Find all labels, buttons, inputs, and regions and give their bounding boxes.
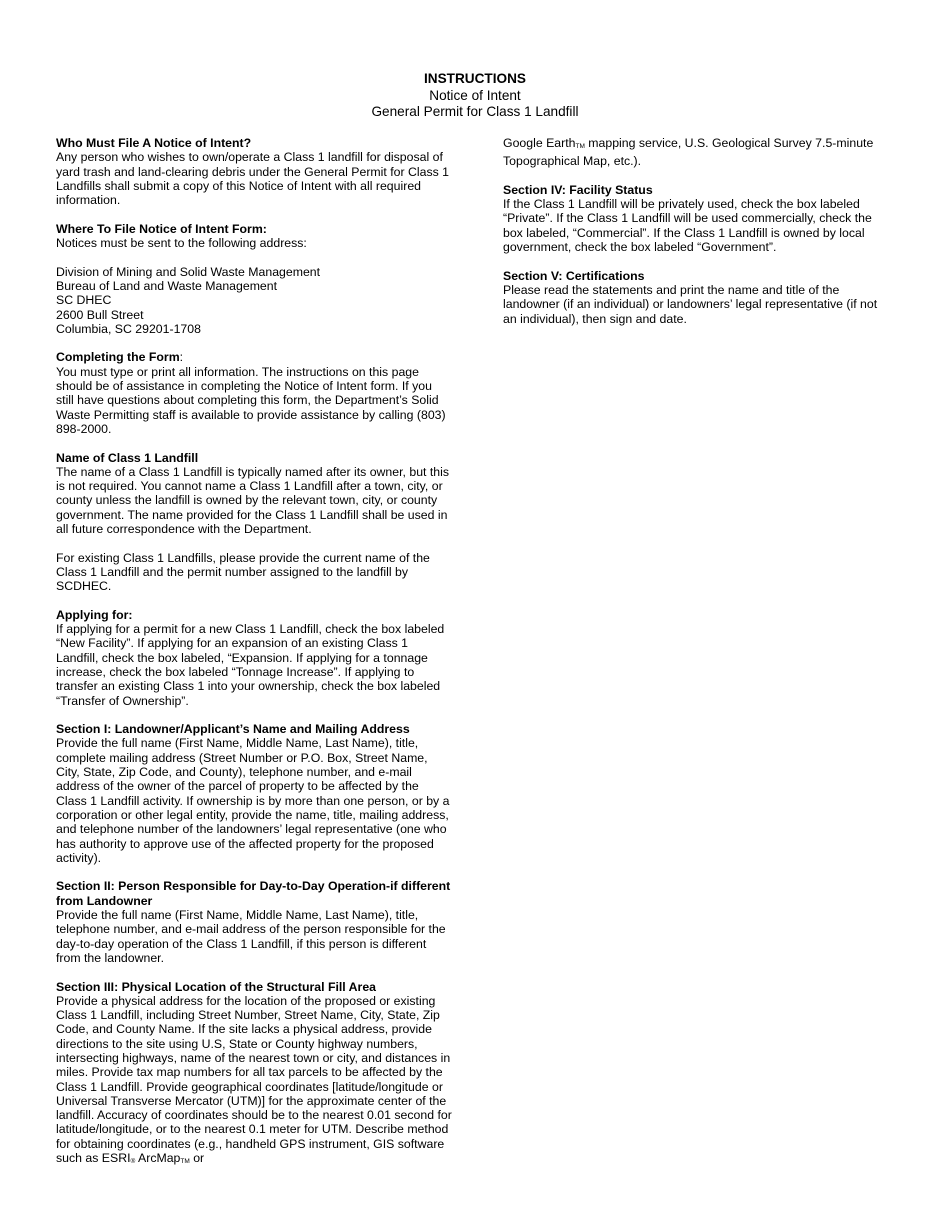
section-3-tail: or (189, 1151, 205, 1166)
continued-body (503, 136, 889, 169)
section-3-continued (503, 136, 889, 169)
section-landfill-name (56, 451, 452, 537)
name-body: The name of a Class 1 Landfill is typically named after its owner, but this is not required. You cannot name a Class 1 Landfill after a town, city, or county unless the landfill is owned by the relevant town, city, or county government. The name provided for the Class 1 Landfill shall be used in all future correspondence with the Department. (56, 464, 450, 537)
section-5-body: Please read the statements and print the name and title of the landowner (if an individual) or landowners’ legal representative (if not an individual), then sign and date. (503, 282, 878, 326)
section-applying-for (56, 608, 452, 708)
section-1-body: Provide the full name (First Name, Middle Name, Last Name), title, complete mailing address (Street Number or P.O. Box, Street Name, City, State, Zip Code, and County), telephone number, and e-mail address of the owner of the parcel of property to be affected by the Class 1 Landfill activity. If ownership is by more than one person, or by a corporation or other legal entity, provide the name, title, mailing address, and telephone number of the landowners’ legal representative (one who has authority to approve use of the affected property for the proposed activity). (56, 736, 450, 865)
applying-body: If applying for a permit for a new Class 1 Landfill, check the box labeled “New Facility”. If applying for an expansion of an existing Class 1 Landfill, check the box labeled, “Expansion. If applying for a tonnage increase, check the box labeled “Tonnage Increase”. If applying to transfer an existing Class 1 into your ownership, check the box labeled “Transfer of Ownership”. (56, 622, 445, 708)
section-existing-landfills (56, 551, 452, 594)
section-who-must-file (56, 136, 452, 207)
section-3-heading: Section III: Physical Location of the Structural Fill Area (56, 979, 377, 994)
who-body: Any person who wishes to own/operate a Class 1 landfill for disposal of yard trash and land-clearing debris under the General Permit for Class 1 Landfills shall submit a copy of this Notice of Intent with all required information. (56, 150, 450, 208)
section-4-heading: Section IV: Facility Status (503, 182, 653, 197)
address-line-1: Division of Mining and Solid Waste Management (56, 264, 321, 279)
name-heading: Name of Class 1 Landfill (56, 450, 199, 465)
page-subtitle: Notice of Intent (429, 87, 521, 103)
section-3-body: Provide a physical address for the location of the proposed or existing Class 1 Landfill, including Street Number, Street Name, City, State, Zip Code, and County Name. If the site lacks a physical address, provide directions to the site using U.S, State or County highway numbers, intersecting highways, name of the nearest town or city, and distances in miles. Provide tax map numbers for all tax parcels to be affected by the Class 1 Landfill. Provide geographical coordinates [latitude/longitude or Universal Transverse Mercator (UTM)] for the approximate center of the landfill. Accuracy of coordinates should be to the nearest 0.01 second for latitude/longitude, or to the nearest 0.1 meter for UTM. Describe method for obtaining coordinates (e.g., handheld GPS instrument, GIS software such as ESRI (56, 993, 452, 1166)
section-where-to-file (56, 222, 452, 251)
section-3-body-wrap (56, 994, 452, 1170)
trademark-mark: TM (575, 143, 585, 150)
address-line-3: SC DHEC (56, 293, 112, 308)
page-title: INSTRUCTIONS (424, 71, 526, 86)
google-earth-text: Google Earth (503, 136, 576, 150)
applying-heading: Applying for: (56, 607, 133, 622)
mailing-address (56, 265, 452, 336)
where-heading: Where To File Notice of Intent Form: (56, 221, 267, 236)
continued-rest: mapping service, U.S. Geological Survey 7.5-minute Topographical Map, etc.). (503, 136, 874, 169)
arcmap-text: ArcMap (135, 1151, 181, 1166)
section-2 (56, 879, 452, 965)
section-5 (503, 269, 889, 326)
who-heading: Who Must File A Notice of Intent? (56, 136, 252, 150)
left-column (56, 136, 452, 1184)
section-2-heading: Section II: Person Responsible for Day-to-Day Operation-if different from Landowner (56, 879, 451, 908)
section-completing-form (56, 350, 452, 436)
completing-heading: Completing the Form (56, 350, 180, 365)
document-header (0, 71, 950, 121)
section-1-heading: Section I: Landowner/Applicant’s Name and Mailing Address (56, 722, 410, 737)
address-line-4: 2600 Bull Street (56, 307, 144, 322)
where-body: Notices must be sent to the following address: (56, 236, 307, 251)
section-2-body: Provide the full name (First Name, Middle Name, Last Name), title, telephone number, and e-mail address of the person responsible for the day-to-day operation of the Class 1 Landfill, if this person is different from the landowner. (56, 908, 446, 965)
address-line-2: Bureau of Land and Waste Management (56, 278, 278, 293)
completing-colon: : (179, 350, 184, 365)
registered-mark: ® (130, 1158, 136, 1166)
section-5-heading: Section V: Certifications (503, 268, 645, 283)
trademark-mark: TM (180, 1158, 190, 1166)
section-3 (56, 980, 452, 1170)
right-column (503, 136, 889, 340)
existing-body: For existing Class 1 Landfills, please provide the current name of the Class 1 Landfill and the permit number assigned to the landfill by SCDHEC. (56, 550, 430, 594)
section-4 (503, 183, 889, 254)
address-line-5: Columbia, SC 29201-1708 (56, 321, 201, 336)
permit-title: General Permit for Class 1 Landfill (371, 104, 579, 119)
completing-body: You must type or print all information. The instructions on this page should be of assistance in completing the Notice of Intent form. If you still have questions about completing this form, the Department’s Solid Waste Permitting staff is available to provide assistance by calling (803) 898-2000. (56, 364, 446, 436)
completing-heading-row (56, 350, 452, 364)
section-1 (56, 722, 452, 865)
section-4-body: If the Class 1 Landfill will be privately used, check the box labeled “Private”. If the Class 1 Landfill will be used commercially, check the box labeled, “Commercial”. If the Class 1 Landfill is owned by local government, check the box labeled “Government”. (503, 197, 872, 255)
